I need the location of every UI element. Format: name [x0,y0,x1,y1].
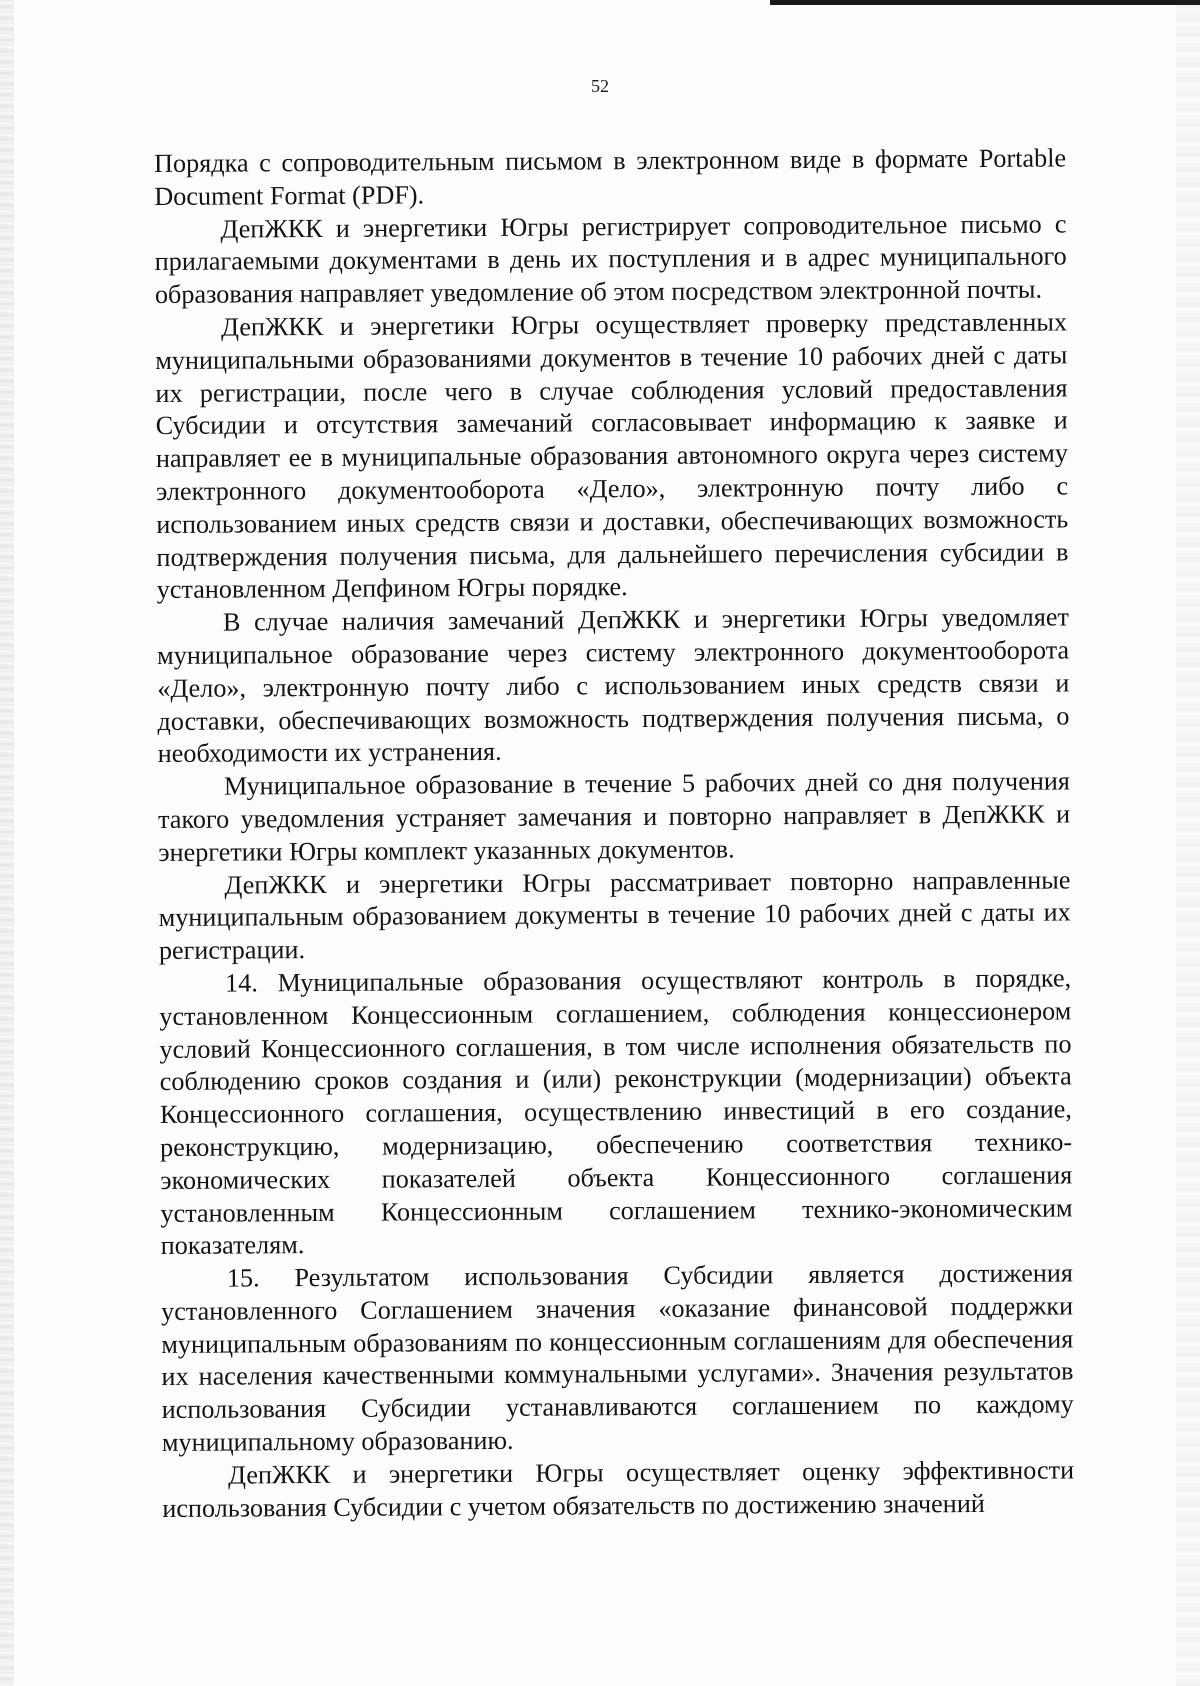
paragraph-8: 15. Результатом использования Субсидии является достижения установленного Соглашением значения «оказание финансовой поддержки муниципальным образованиям по концессионным соглашениям для обеспечения их населения качественными коммунальными услугами». Значения результатов использования Субсидии устанавливаются соглашением по каждому муниципальному образованию. [161,1258,1074,1458]
paragraph-7: 14. Муниципальные образования осуществляют контроль в порядке, установленном Концессионным соглашением, соблюдения концессионером условий Концессионного соглашения, в том числе исполнения обязательств по соблюдению сроков создания и (или) реконструкции (модернизации) объекта Концессионного соглашения, осуществлению инвестиций в его создание, реконструкцию, модернизацию, обеспечению соответствия технико-экономических показателей объекта Концессионного соглашения установленным Концессионным соглашением технико-экономическим показателям. [159,963,1073,1261]
document-body [154,142,1074,1525]
paragraph-6: ДепЖКК и энергетики Югры рассматривает повторно направленные муниципальным образованием документы в течение 10 рабочих дней с даты их регистрации. [158,864,1071,966]
paragraph-9: ДепЖКК и энергетики Югры осуществляет оценку эффективности использования Субсидии с учетом обязательств по достижению значений [162,1455,1075,1523]
paragraph-2: ДепЖКК и энергетики Югры регистрирует сопроводительное письмо с прилагаемыми документами в день их поступления и в адрес муниципального образования направляет уведомление об этом посредством электронной почты. [154,209,1067,310]
paragraph-4: В случае наличия замечаний ДепЖКК и энергетики Югры уведомляет муниципальное образование через систему электронного документооборота «Дело», электронную почту либо с использованием иных средств связи и доставки, обеспечивающих возможность подтверждения получения письма, о необходимости их устранения. [157,602,1070,769]
scan-edge-right [1176,0,1200,1686]
paragraph-1: Порядка с сопроводительным письмом в электронном виде в формате Portable Document Format (PDF). [154,143,1067,211]
scan-edge-left [0,0,14,1686]
paragraph-5: Муниципальное образование в течение 5 рабочих дней со дня получения такого уведомления устраняет замечания и повторно направляет в ДепЖКК и энергетики Югры комплект указанных документов. [158,766,1071,867]
page-number: 52 [591,76,609,96]
paragraph-3: ДепЖКК и энергетики Югры осуществляет проверку представленных муниципальными образованиями документов в течение 10 рабочих дней с даты их регистрации, после чего в случае соблюдения условий предоставления Субсидии и отсутствия замечаний согласовывает информацию к заявке и направляет ее в муниципальные образования автономного округа через систему электронного документооборота «Дело», электронную почту либо с использованием иных средств связи и доставки, обеспечивающих возможность подтверждения получения письма, для дальнейшего перечисления субсидии в установленном Депфином Югры порядке. [155,307,1069,605]
scan-top-bar [770,0,1200,5]
